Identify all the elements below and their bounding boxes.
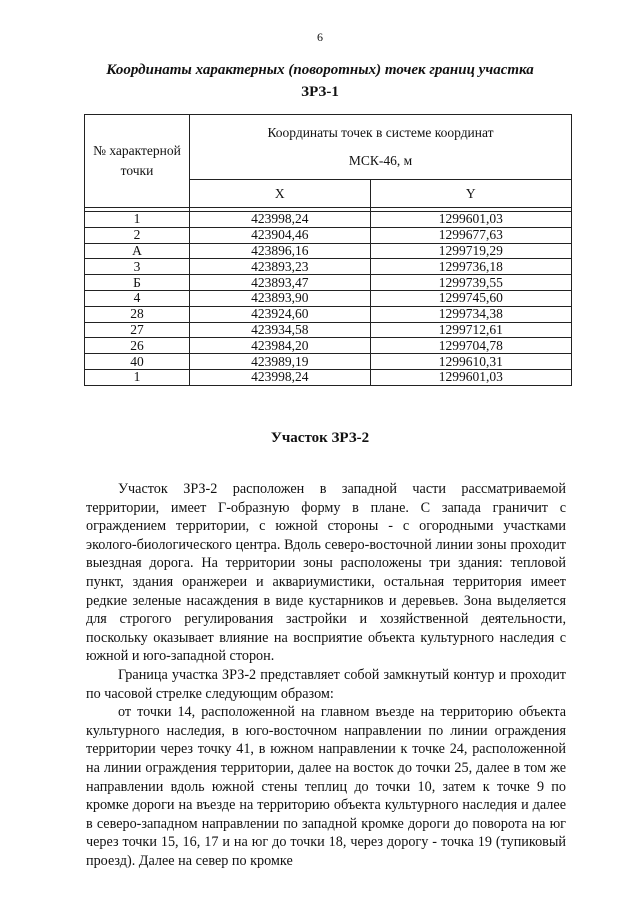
cell-y: 1299739,55	[370, 275, 571, 291]
cell-y: 1299677,63	[370, 227, 571, 243]
table-body	[85, 212, 572, 386]
table-row	[85, 290, 572, 306]
paragraph: Граница участка ЗРЗ-2 представляет собой замкнутый контур и проходит по часовой стрелке следующим образом:	[86, 666, 566, 702]
cell-n: 1	[85, 212, 190, 228]
cell-x: 423984,20	[190, 338, 371, 354]
body-text	[86, 480, 566, 870]
cell-n: 3	[85, 259, 190, 275]
cell-n: 1	[85, 369, 190, 385]
cell-n: 28	[85, 306, 190, 322]
cell-y: 1299601,03	[370, 369, 571, 385]
cell-x: 423893,23	[190, 259, 371, 275]
table-subtitle: ЗРЗ-1	[301, 84, 339, 100]
cell-y: 1299719,29	[370, 243, 571, 259]
page-number: 6	[317, 30, 323, 44]
cell-n: 40	[85, 354, 190, 370]
table-row	[85, 369, 572, 385]
header-coordinate-system-line1: Координаты точек в системе координат	[267, 125, 494, 141]
cell-y: 1299712,61	[370, 322, 571, 338]
table-row	[85, 212, 572, 228]
cell-x: 423934,58	[190, 322, 371, 338]
table-title: Координаты характерных (поворотных) точек границ участка	[106, 62, 534, 78]
cell-n: Б	[85, 275, 190, 291]
cell-n: 27	[85, 322, 190, 338]
table-row	[85, 322, 572, 338]
cell-y: 1299736,18	[370, 259, 571, 275]
paragraph: Участок ЗРЗ-2 расположен в западной части рассматриваемой территории, имеет Г-образную форму в плане. С запада граничит с ограждением территории, с южной стороны - с огородными участками эколого-биологического центра. Вдоль северо-восточной линии зоны проходит выездная дорога. На территории зоны расположены три здания: тепловой пункт, здания оранжереи и аквариумистики, остальная территория имеет редкие зеленые насаждения в виде кустарников и деревьев. Зона выделяется для строгого регулирования застройки и хозяйственной деятельности, поскольку оказывает влияние на восприятие объекта культурного наследия с южной и юго-западной сторон.	[86, 481, 566, 665]
section-title: Участок ЗРЗ-2	[270, 430, 370, 446]
cell-n: 26	[85, 338, 190, 354]
table-row	[85, 259, 572, 275]
table-header-row	[85, 115, 572, 180]
header-coordinate-system-line2: МСК-46, м	[348, 153, 413, 169]
table-row	[85, 338, 572, 354]
cell-y: 1299601,03	[370, 212, 571, 228]
table-row	[85, 243, 572, 259]
cell-x: 423893,47	[190, 275, 371, 291]
cell-y: 1299745,60	[370, 290, 571, 306]
cell-x: 423893,90	[190, 290, 371, 306]
table-row	[85, 354, 572, 370]
table-row	[85, 306, 572, 322]
cell-n: 2	[85, 227, 190, 243]
cell-x: 423998,24	[190, 369, 371, 385]
cell-x: 423924,60	[190, 306, 371, 322]
cell-n: А	[85, 243, 190, 259]
cell-x: 423896,16	[190, 243, 371, 259]
header-coordinate-system	[190, 115, 572, 180]
header-point-number: № характерной точки	[85, 115, 190, 208]
cell-x: 423998,24	[190, 212, 371, 228]
cell-y: 1299734,38	[370, 306, 571, 322]
table-row	[85, 275, 572, 291]
cell-x: 423989,19	[190, 354, 371, 370]
cell-y: 1299610,31	[370, 354, 571, 370]
cell-n: 4	[85, 290, 190, 306]
cell-x: 423904,46	[190, 227, 371, 243]
coordinates-table	[84, 114, 572, 386]
paragraph: от точки 14, расположенной на главном въезде на территорию объекта культурного наследия, в юго-восточном направлении по линии ограждения территории через точку 41, в южном направлении к точке 24, расположенной на линии ограждения территории, далее на восток до точки 25, далее в том же направлении вдоль южной стены теплиц до точки 10, затем к точке 9 по кромке дороги на въезде на территорию объекта культурного наследия и далее в северо-западном направлении по западной кромке дороги до поворота на юг через точки 15, 16, 17 и на юг до точки 18, через дорогу - точка 19 (тупиковый проезд). Далее на север по кромке	[86, 704, 566, 869]
cell-y: 1299704,78	[370, 338, 571, 354]
header-x: X	[190, 180, 371, 208]
header-y: Y	[370, 180, 571, 208]
table-row	[85, 227, 572, 243]
